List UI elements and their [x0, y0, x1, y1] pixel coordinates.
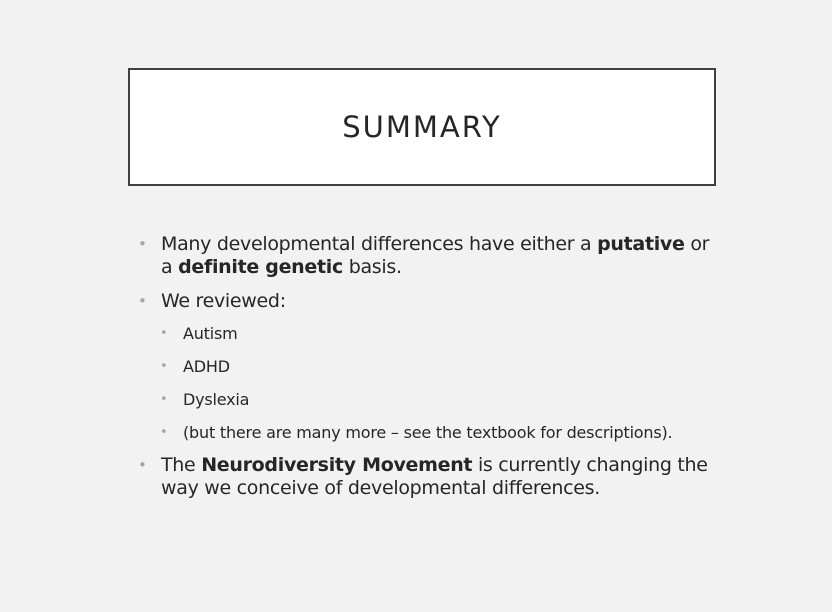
- sub-bullet-autism: [136, 324, 726, 344]
- sub-bullet-icon: •: [160, 425, 168, 440]
- bold-text-putative: putative: [597, 233, 685, 255]
- sub-bullet-text: (but there are many more – see the textbook for descriptions).: [183, 423, 673, 442]
- sub-bullet-icon: •: [160, 392, 168, 407]
- sub-bullet-many-more: [136, 423, 726, 443]
- text-run: basis.: [342, 256, 402, 278]
- bullet-item-reviewed: [136, 290, 726, 313]
- bullet-item-neurodiversity: [136, 454, 726, 500]
- bullet-item-genetic-basis: [136, 233, 726, 279]
- bold-text-neurodiversity-movement: Neurodiversity Movement: [201, 454, 473, 476]
- bullet-list: [136, 233, 726, 511]
- sub-bullet-adhd: [136, 357, 726, 377]
- text-run: Many developmental differences have either a: [161, 233, 598, 255]
- sub-bullet-icon: •: [160, 359, 168, 374]
- sub-bullet-icon: •: [160, 326, 168, 341]
- slide-title: SUMMARY: [342, 110, 502, 144]
- sub-bullet-dyslexia: [136, 390, 726, 410]
- text-run: or a: [161, 233, 710, 278]
- sub-bullet-text: ADHD: [183, 357, 230, 376]
- bold-text-definite-genetic: definite genetic: [178, 256, 343, 278]
- bullet-icon: •: [138, 456, 147, 474]
- bullet-icon: •: [138, 235, 147, 253]
- text-run: is currently changing the way we conceive of developmental differences.: [161, 454, 708, 499]
- bullet-icon: •: [138, 292, 147, 310]
- text-run: The: [161, 454, 202, 476]
- sub-bullet-text: Autism: [183, 324, 238, 343]
- bullet-text: We reviewed:: [161, 290, 286, 312]
- sub-bullet-text: Dyslexia: [183, 390, 250, 409]
- title-box: [128, 68, 716, 186]
